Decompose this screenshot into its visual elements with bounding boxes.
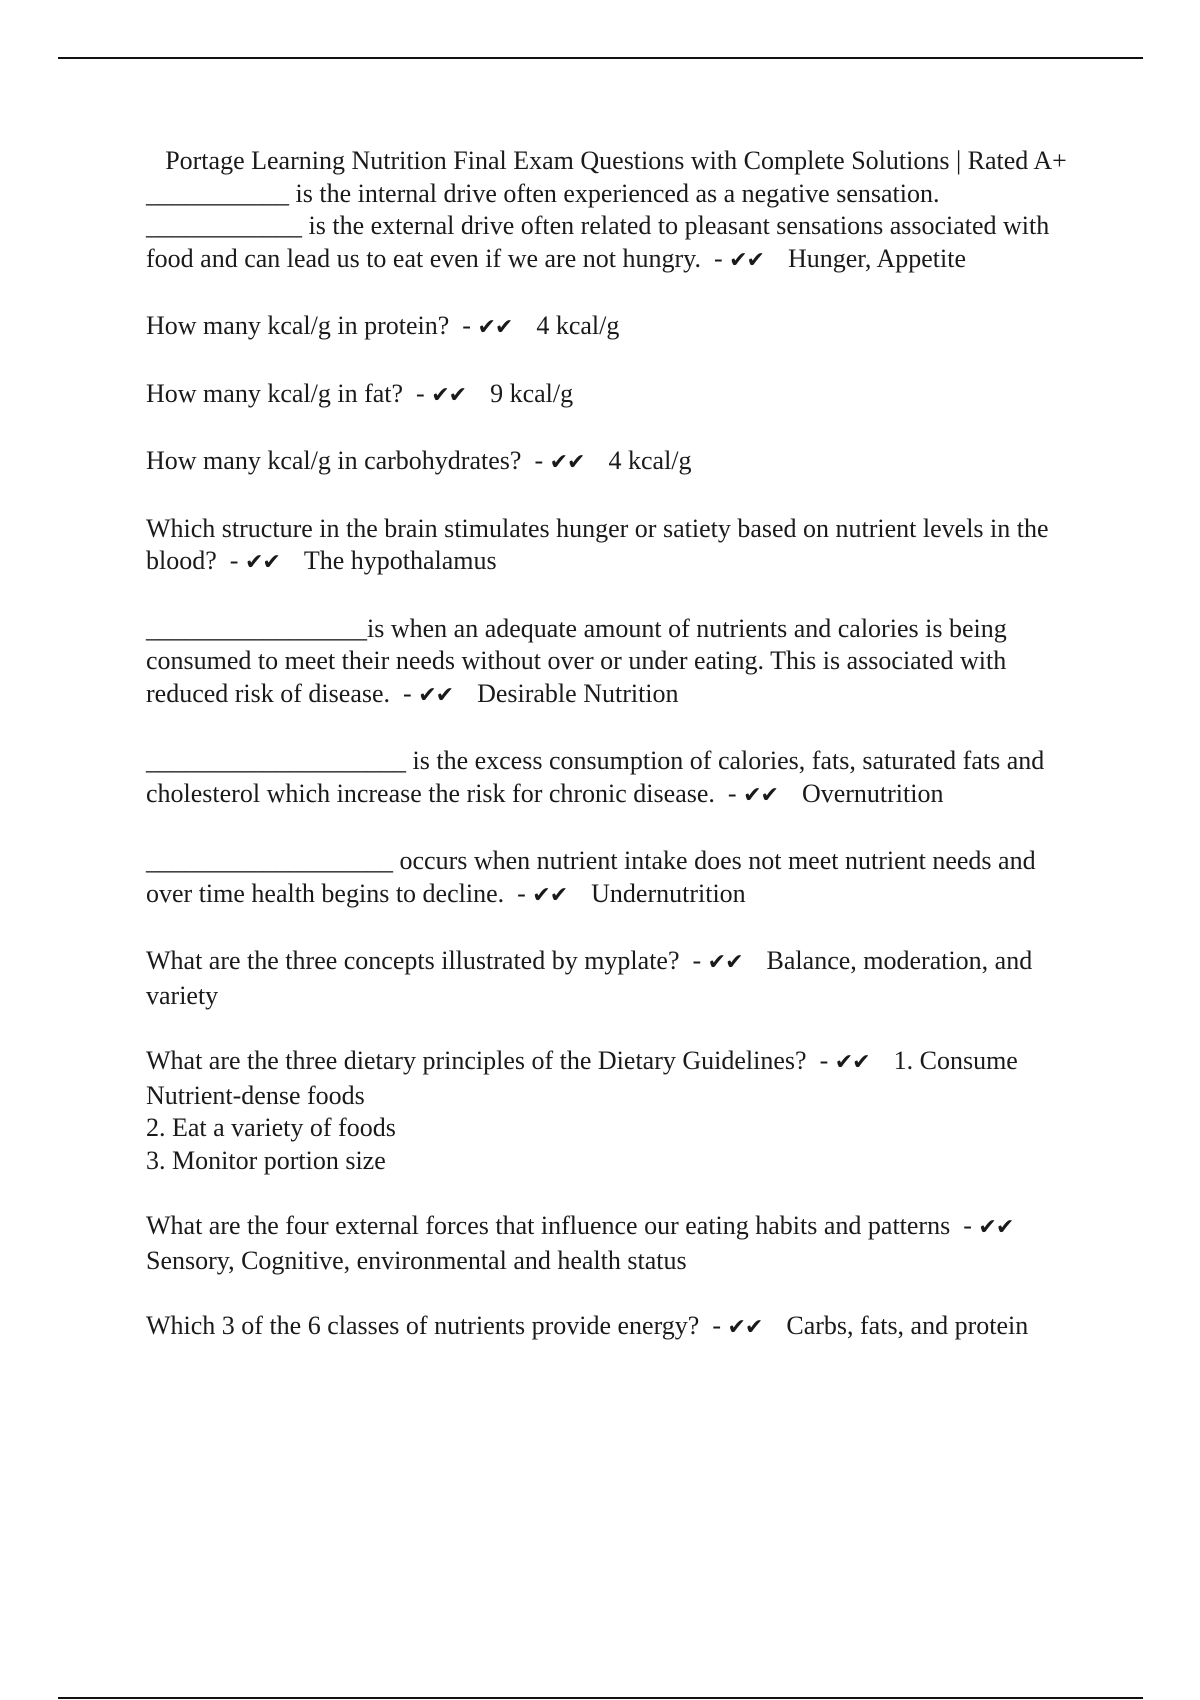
document-title: Portage Learning Nutrition Final Exam Questions with Complete Solutions | Rated A+ [165, 146, 1067, 175]
answer-extra-line: 2. Eat a variety of foods [146, 1113, 396, 1142]
qa-item-12: Which 3 of the 6 classes of nutrients provide energy? - ✔✔ Carbs, fats, and protein [146, 1311, 1029, 1340]
qa-item-5: Which structure in the brain stimulates hunger or satiety based on nutrient levels in the blood? - ✔✔ The hypothalamus [146, 513, 1049, 575]
question-text: What are the three dietary principles of the Dietary Guidelines? [146, 1046, 807, 1075]
answer-text: Hunger, Appetite [787, 243, 967, 273]
qa-item-6: _________________is when an adequate amount of nutrients and calories is being consumed to meet their needs without over or under eating. This is associated with reduced risk of disease. - ✔✔ Desirable Nutrition [146, 613, 1007, 708]
check-icon: ✔✔ [244, 550, 280, 575]
answer-text: Undernutrition [591, 878, 746, 908]
answer-text: Desirable Nutrition [477, 678, 679, 708]
question-text: How many kcal/g in carbohydrates? [146, 446, 522, 475]
qa-item-9: What are the three concepts illustrated by myplate? - ✔✔ Balance, moderation, and variety [146, 946, 1033, 1010]
question-text: What are the four external forces that influence our eating habits and patterns [146, 1211, 951, 1240]
answer-text: Carbs, fats, and protein [786, 1311, 1029, 1340]
answer-text: 9 kcal/g [490, 378, 574, 408]
qa-item-7: ____________________ is the excess consumption of calories, fats, saturated fats and cholesterol which increase the risk for chronic disease. - ✔✔ Overnutrition [146, 746, 1045, 808]
question-text: ____________ is the external drive often related to pleasant sensations associated with food and can lead us to eat even if we are not hungry. [146, 211, 1050, 273]
question-text: Which structure in the brain stimulates hunger or satiety based on nutrient levels in the blood? [146, 513, 1049, 575]
document-body [146, 145, 1086, 1378]
check-icon: ✔✔ [477, 315, 513, 340]
qa-item-11: What are the four external forces that influence our eating habits and patterns - ✔✔Sensory, Cognitive, environmental and health status [146, 1211, 1014, 1275]
check-icon: ✔✔ [418, 682, 454, 708]
qa-item-10: What are the three dietary principles of the Dietary Guidelines? - ✔✔ 1. Consume Nutrient-dense foods 2. Eat a variety of foods 3. Monitor portion size [146, 1045, 1086, 1177]
answer-text: 1. Consume Nutrient-dense foods [146, 1046, 1018, 1110]
question-text: How many kcal/g in protein? [146, 311, 450, 340]
qa-item-1: ___________ is the internal drive often experienced as a negative sensation. ____________ is the external drive often related to pleasant sensations associated with food and can lead us to eat even if we are not hungry. - ✔✔ Hunger, Appetite [146, 178, 1086, 278]
check-icon: ✔✔ [549, 450, 585, 475]
check-icon: ✔✔ [431, 382, 467, 408]
check-icon: ✔✔ [727, 1315, 763, 1340]
answer-extra-line: 3. Monitor portion size [146, 1145, 386, 1175]
question-text: ____________________ is the excess consumption of calories, fats, saturated fats and cholesterol which increase the risk for chronic disease. [146, 746, 1045, 808]
check-icon: ✔✔ [978, 1215, 1014, 1240]
qa-item-4: How many kcal/g in carbohydrates? - ✔✔ 4 kcal/g [146, 446, 692, 475]
top-rule [58, 57, 1143, 59]
check-icon: ✔✔ [834, 1050, 870, 1075]
question-text: Which 3 of the 6 classes of nutrients provide energy? [146, 1311, 700, 1340]
check-icon: ✔✔ [532, 882, 568, 908]
answer-text: Sensory, Cognitive, environmental and health status [146, 1245, 687, 1275]
question-text: ___________ is the internal drive often experienced as a negative sensation. [146, 178, 940, 208]
bottom-rule [58, 1697, 1143, 1699]
check-icon: ✔✔ [707, 950, 743, 975]
answer-text: 4 kcal/g [536, 311, 620, 340]
answer-text: Overnutrition [801, 778, 944, 808]
question-text: ___________________ occurs when nutrient intake does not meet nutrient needs and over time health begins to decline. [146, 846, 1036, 908]
check-icon: ✔✔ [743, 782, 778, 808]
question-text: How many kcal/g in fat? [146, 378, 404, 408]
question-text: _________________is when an adequate amount of nutrients and calories is being consumed to meet their needs without over or under eating. This is associated with reduced risk of disease. [146, 613, 1007, 708]
qa-item-3: How many kcal/g in fat? - ✔✔ 9 kcal/g [146, 378, 574, 408]
check-icon: ✔✔ [729, 247, 764, 273]
answer-text: Balance, moderation, and variety [146, 946, 1033, 1010]
question-text: What are the three concepts illustrated by myplate? [146, 946, 680, 975]
qa-item-2: How many kcal/g in protein? - ✔✔ 4 kcal/g [146, 311, 620, 340]
answer-text: The hypothalamus [303, 546, 497, 575]
qa-item-8: ___________________ occurs when nutrient intake does not meet nutrient needs and over time health begins to decline. - ✔✔ Undernutrition [146, 846, 1036, 908]
answer-text: 4 kcal/g [608, 446, 692, 475]
